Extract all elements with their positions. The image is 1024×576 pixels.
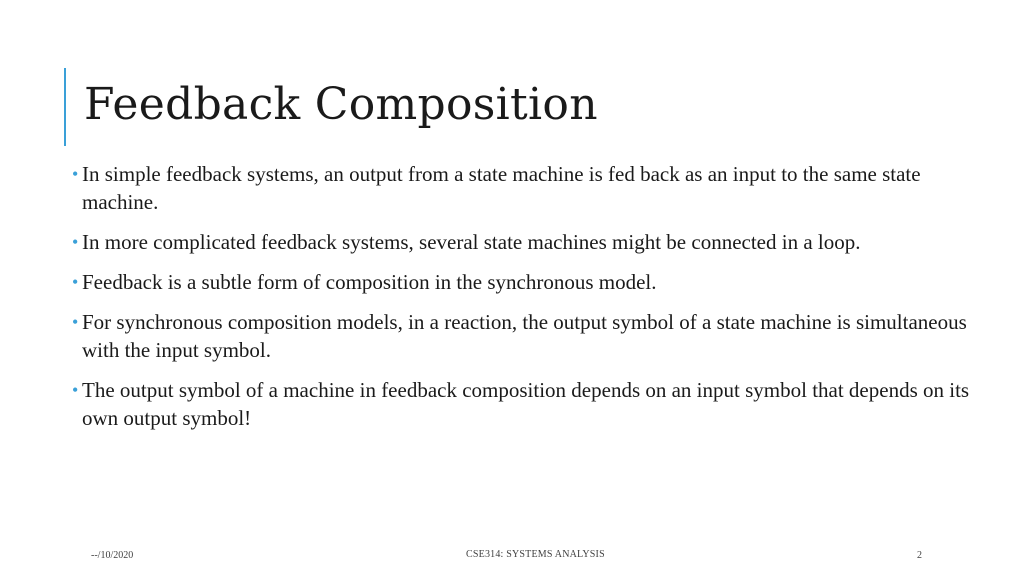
bullet-text: The output symbol of a machine in feedback composition depends on an input symbol that depends on its own output symbol! [82, 378, 970, 430]
bullet-icon: • [72, 380, 79, 400]
slide-title: Feedback Composition [84, 79, 598, 130]
title-accent-bar [64, 68, 66, 146]
bullet-icon: • [72, 164, 79, 184]
footer-course-name: CSE314: SYSTEMS ANALYSIS [466, 549, 605, 560]
bullet-text: In more complicated feedback systems, several state machines might be connected in a loop. [82, 230, 861, 254]
bullet-item [72, 228, 977, 256]
bullet-item [72, 268, 977, 296]
bullet-item [72, 308, 977, 364]
footer-page-number: 2 [917, 550, 922, 561]
bullet-text: Feedback is a subtle form of composition in the synchronous model. [82, 270, 657, 294]
bullet-list [72, 160, 977, 444]
bullet-text: In simple feedback systems, an output from a state machine is fed back as an input to the same state machine. [82, 162, 921, 214]
bullet-icon: • [72, 312, 79, 332]
bullet-icon: • [72, 272, 79, 292]
footer-date: --/10/2020 [91, 550, 134, 561]
bullet-item [72, 160, 977, 216]
bullet-icon: • [72, 232, 79, 252]
bullet-item [72, 376, 977, 432]
bullet-text: For synchronous composition models, in a reaction, the output symbol of a state machine is simultaneous with the input symbol. [82, 310, 967, 362]
